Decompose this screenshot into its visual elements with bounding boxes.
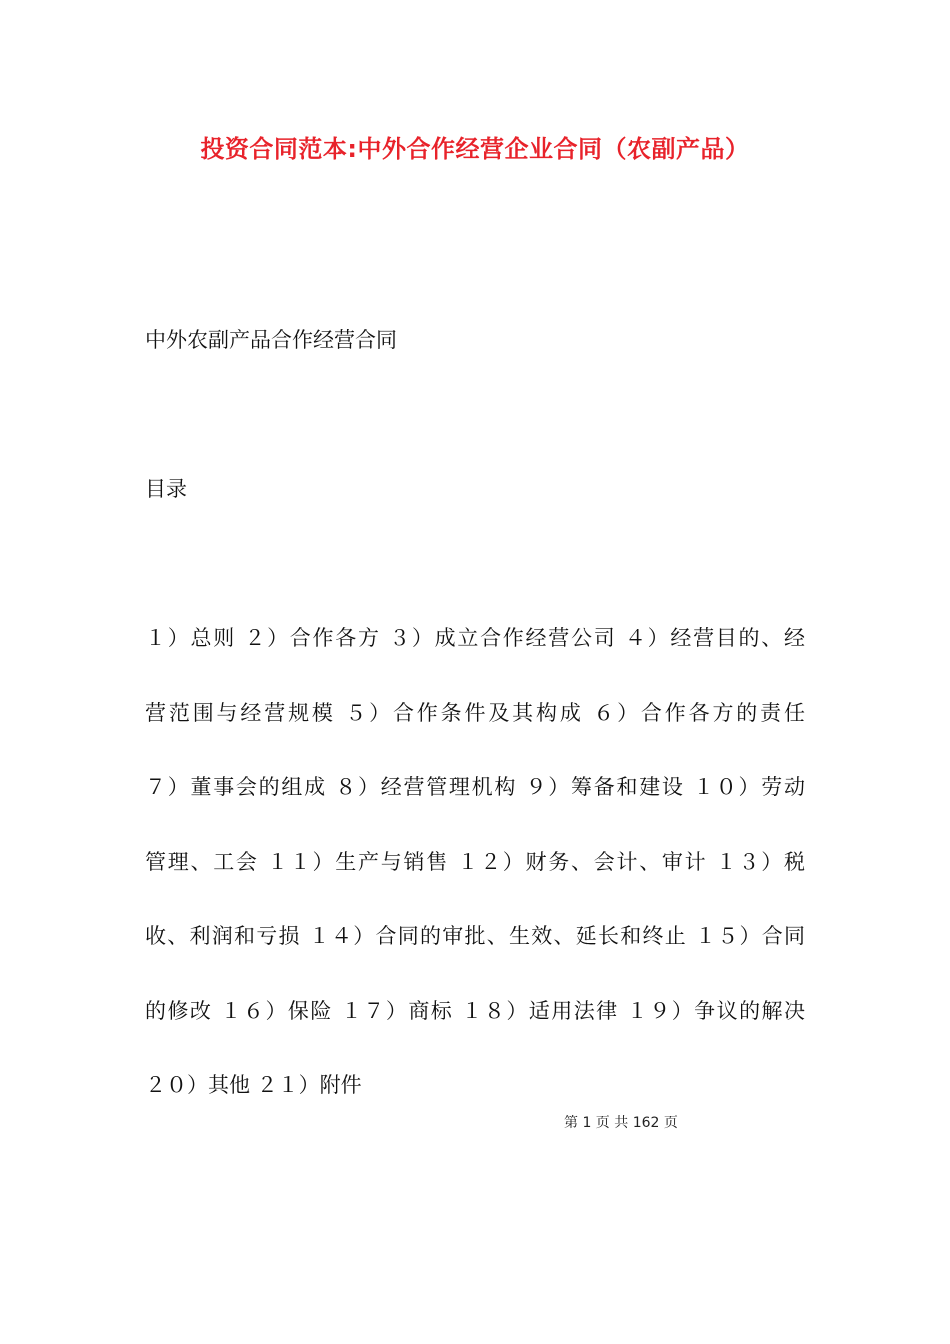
toc-line: １）总则 ２）合作各方 ３）成立合作经营公司 ４）经营目的、经 <box>145 626 805 650</box>
document-title: 投资合同范本:中外合作经营企业合同（农副产品） <box>200 135 750 163</box>
toc-line: ２０）其他 ２１）附件 <box>145 1073 362 1097</box>
table-of-contents <box>145 620 805 1142</box>
toc-line: 管理、工会 １１）生产与销售 １２）财务、会计、审计 １３）税 <box>145 849 805 874</box>
toc-line: 收、利润和亏损 １４）合同的审批、生效、延长和终止 １５）合同 <box>145 924 805 948</box>
toc-heading: 目录 <box>145 477 187 501</box>
toc-line: 的修改 １６）保险 １７）商标 １８）适用法律 １９）争议的解决 <box>145 998 805 1023</box>
toc-line: 营范围与经营规模 ５）合作条件及其构成 ６）合作各方的责任 <box>145 700 805 725</box>
toc-line: ７）董事会的组成 ８）经营管理机构 ９）筹备和建设 １０）劳动 <box>145 775 805 799</box>
contract-subtitle: 中外农副产品合作经营合同 <box>145 328 397 352</box>
page-footer: 第 1 页 共 162 页 <box>564 1115 678 1131</box>
